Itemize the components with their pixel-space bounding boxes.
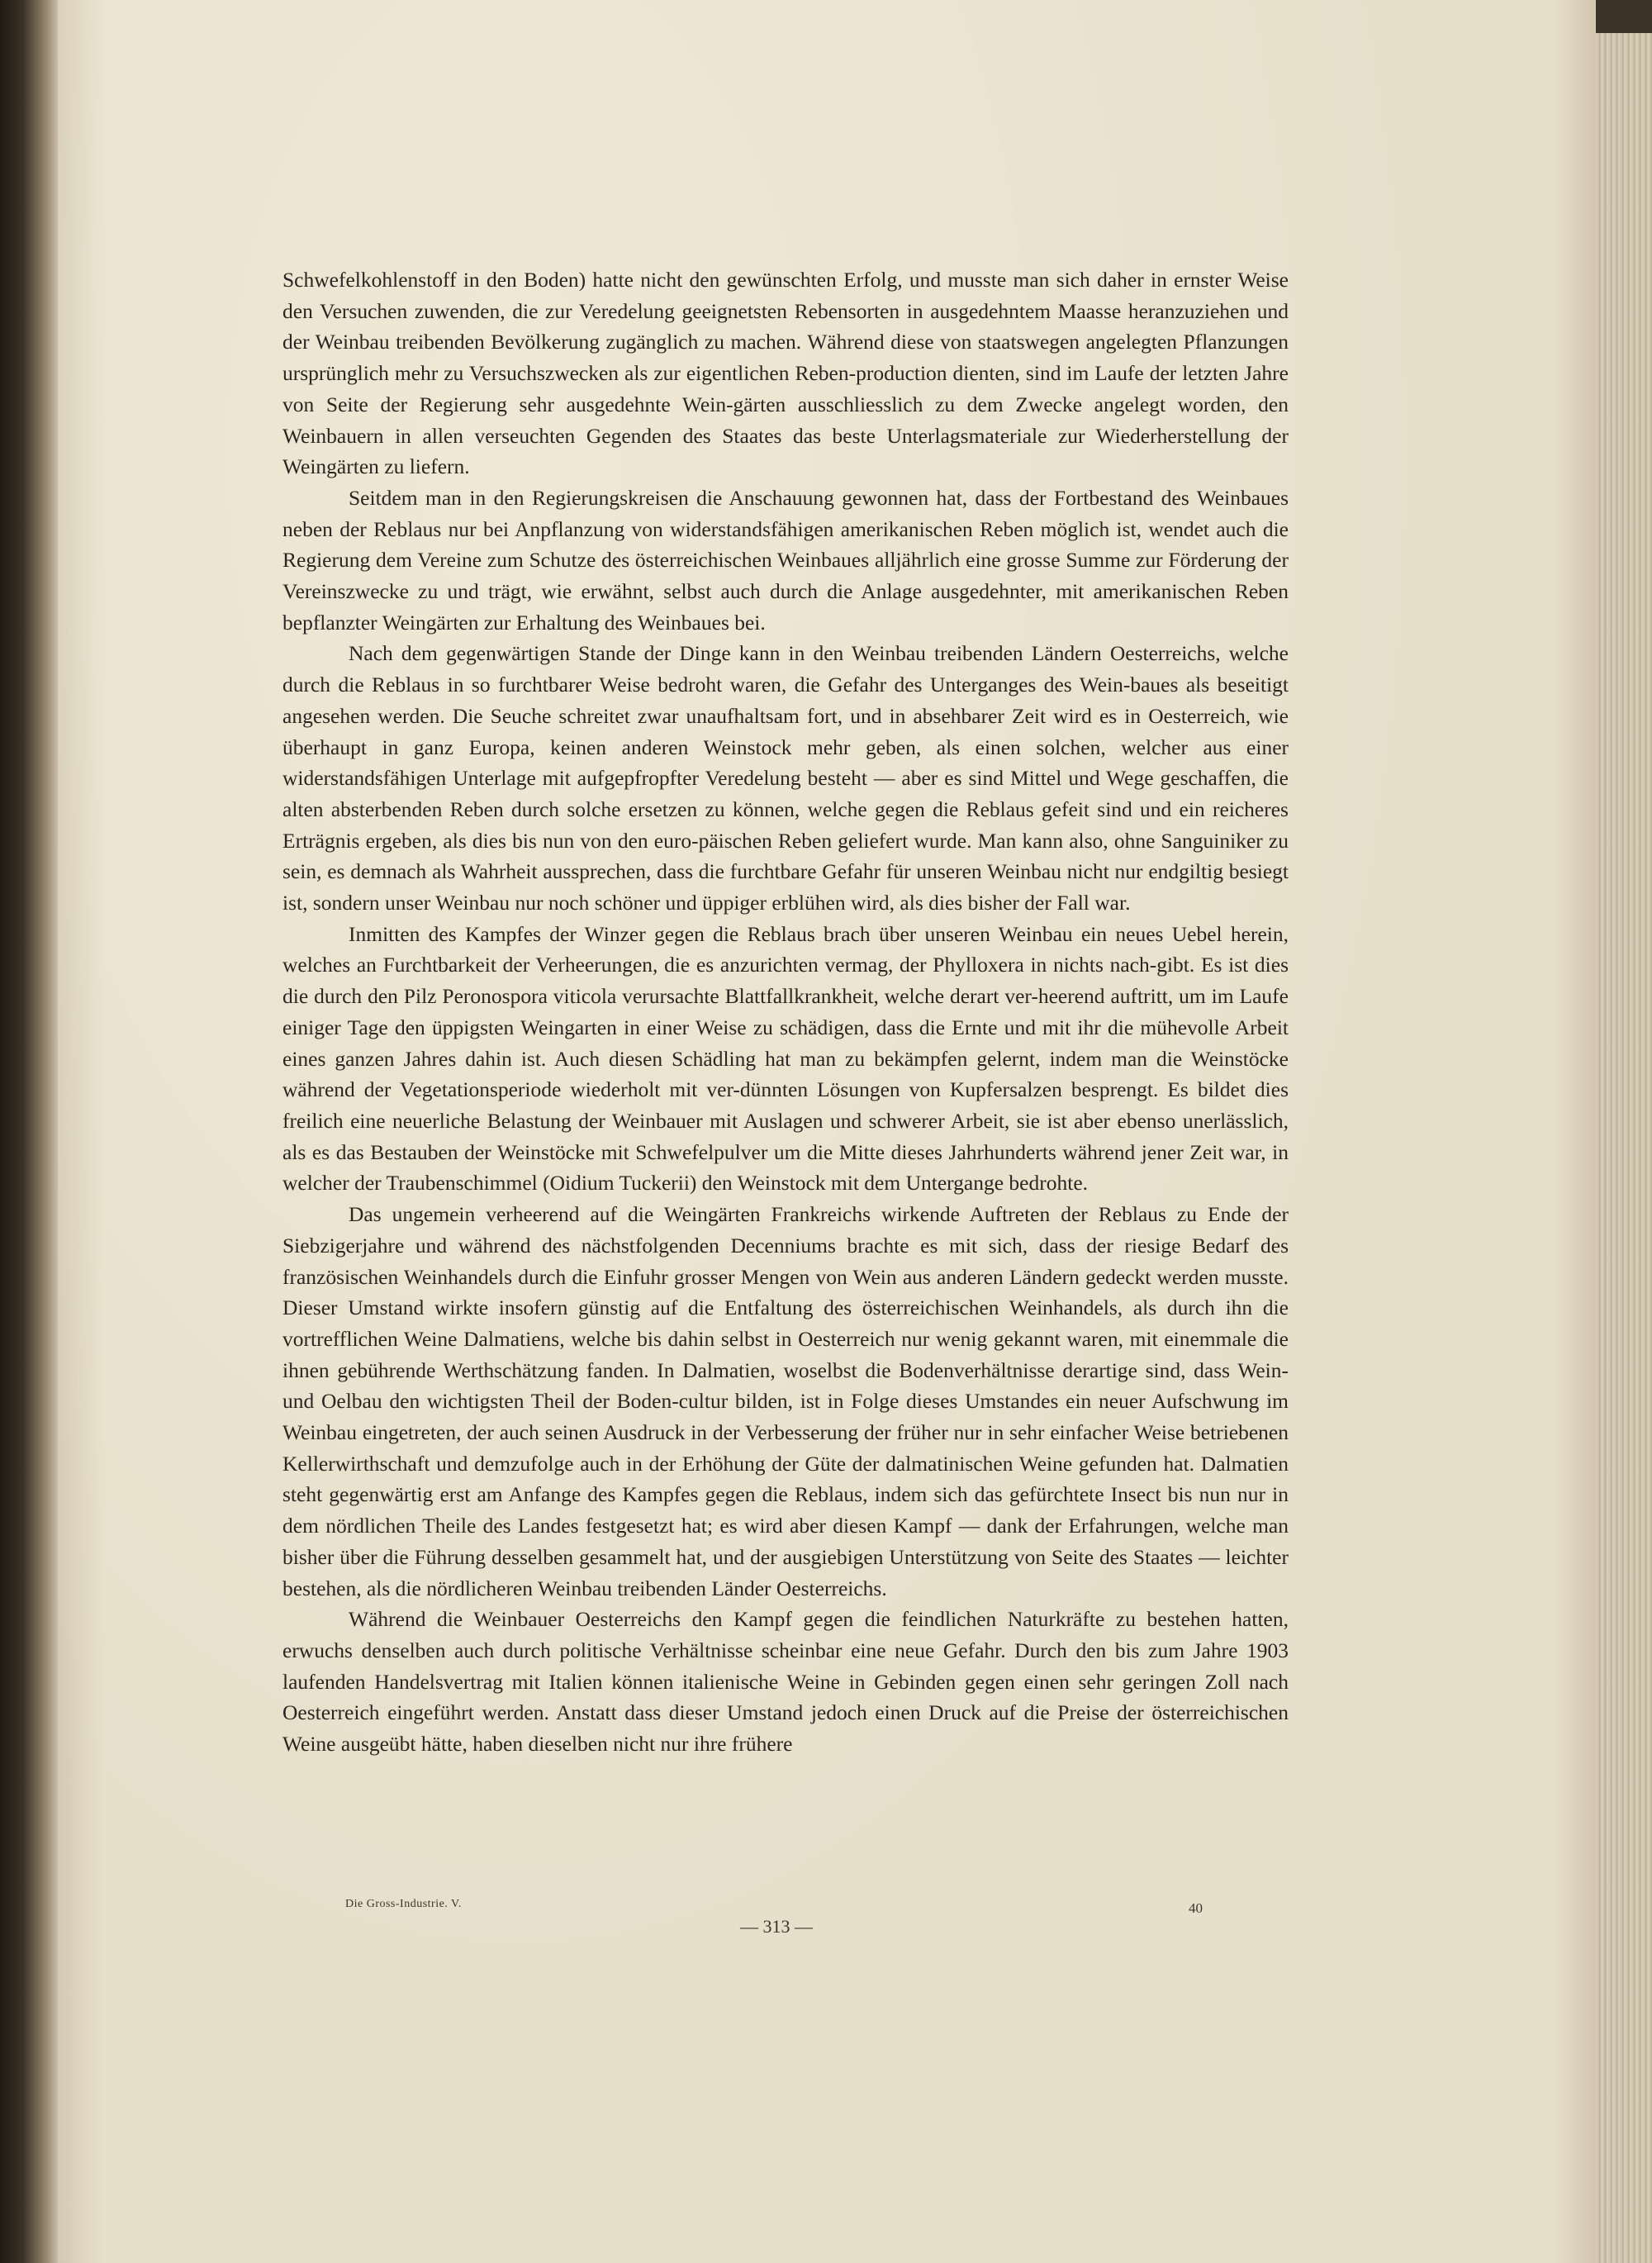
paragraph-5: Das ungemein verheerend auf die Weingärten Frankreichs wirkende Auftreten der Reblaus zu Ende der Siebzigerjahre und während des nächstfolgenden Decenniums brachte es mit sich, dass der riesige Bedarf des französischen Weinhandels durch die Einfuhr grosser Mengen von Wein aus anderen Ländern gedeckt werden musste. Dieser Umstand wirkte insofern günstig auf die Entfaltung des österreichischen Weinhandels, als durch ihn die vortrefflichen Weine Dalmatiens, welche bis dahin selbst in Oesterreich nur wenig gekannt waren, mit einemmale die ihnen gebührende Werthschätzung fanden. In Dalmatien, woselbst die Bodenverhältnisse derartige sind, dass Wein- und Oelbau den wichtigsten Theil der Boden-cultur bilden, ist in Folge dieses Umstandes ein neuer Aufschwung im Weinbau eingetreten, der auch seinen Ausdruck in der Verbesserung der früher nur in sehr einfacher Weise betriebenen Kellerwirthschaft und demzufolge auch in der Erhöhung der Güte der dalmatinischen Weine gefunden hat. Dalmatien steht gegenwärtig erst am Anfange des Kampfes gegen die Reblaus, indem sich das gefürchtete Insect bis nun nur in dem nördlichen Theile des Landes festgesetzt hat; es wird aber diesen Kampf — dank der Erfahrungen, welche man bisher über die Führung desselben gesammelt hat, und der ausgiebigen Unterstützung von Seite des Staates — leichter bestehen, als die nördlicheren Weinbau treibenden Länder Oesterreichs.: [282, 1202, 1289, 1600]
paragraph-6: Während die Weinbauer Oesterreichs den Kampf gegen die feindlichen Naturkräfte zu bestehen hatten, erwuchs denselben auch durch politische Verhältnisse scheinbar eine neue Gefahr. Durch den bis zum Jahre 1903 laufenden Handelsvertrag mit Italien können italienische Weine in Gebinden gegen einen sehr geringen Zoll nach Oesterreich eingeführt werden. Anstatt dass dieser Umstand jedoch einen Druck auf die Preise der österreichischen Weine ausgeübt hätte, haben dieselben nicht nur ihre frühere: [282, 1607, 1289, 1757]
paragraph-2: Seitdem man in den Regierungskreisen die Anschauung gewonnen hat, dass der Fortbestand des Weinbaues neben der Reblaus nur bei Anpflanzung von widerstandsfähigen amerikanischen Reben möglich ist, wendet auch die Regierung dem Vereine zum Schutze des österreichischen Weinbaues alljährlich eine grosse Summe zur Förderung der Vereinszwecke zu und trägt, wie erwähnt, selbst auch durch die Anlage ausgedehnter, mit amerikanischen Reben bepflanzter Weingärten zur Erhaltung des Weinbaues bei.: [282, 485, 1289, 635]
paragraph-4: Inmitten des Kampfes der Winzer gegen die Reblaus brach über unseren Weinbau ein neues Uebel herein, welches an Furchtbarkeit der Verheerungen, die es anzurichten vermag, der Phylloxera in nichts nach-gibt. Es ist dies die durch den Pilz Peronospora viticola verursachte Blattfallkrankheit, welche derart ver-heerend auftritt, um im Laufe einiger Tage den üppigsten Weingarten in einer Weise zu schädigen, dass die Ernte und mit ihr die mühevolle Arbeit eines ganzen Jahres dahin ist. Auch diesen Schädling hat man zu bekämpfen gelernt, indem man die Weinstöcke während der Vegetationsperiode wiederholt mit ver-dünnten Lösungen von Kupfersalzen besprengt. Es bildet dies freilich eine neuerliche Belastung der Weinbauer mit Auslagen und schwerer Arbeit, sie ist aber ebenso unerlässlich, als es das Bestauben der Weinstöcke mit Schwefelpulver um die Mitte dieses Jahrhunderts während jener Zeit war, in welcher der Traubenschimmel (Oidium Tuckerii) den Weinstock mit dem Untergange bedrohte.: [282, 921, 1289, 1196]
paragraph-3: Nach dem gegenwärtigen Stande der Dinge kann in den Weinbau treibenden Ländern Oesterreichs, welche durch die Reblaus in so furchtbarer Weise bedroht waren, die Gefahr des Unterganges des Wein-baues als beseitigt angesehen werden. Die Seuche schreitet zwar unaufhaltsam fort, und in absehbarer Zeit wird es in Oesterreich, wie überhaupt in ganz Europa, keinen anderen Weinstock mehr geben, als einen solchen, welcher aus einer widerstandsfähigen Unterlage mit aufgepfropfter Veredelung besteht — aber es sind Mittel und Wege geschaffen, die alten absterbenden Reben durch solche ersetzen zu können, welche gegen die Reblaus gefeit sind und ein reicheres Erträgnis ergeben, als dies bis nun von den euro-päischen Reben geliefert wurde. Man kann also, ohne Sanguiniker zu sein, es demnach als Wahrheit aussprechen, dass die furchtbare Gefahr für unseren Weinbau nicht nur endgiltig besiegt ist, sondern unser Weinbau nur noch schöner und üppiger erblühen wird, als dies bisher der Fall war.: [282, 641, 1289, 915]
paragraph-1: Schwefelkohlenstoff in den Boden) hatte nicht den gewünschten Erfolg, und musste man sich daher in ernster Weise den Versuchen zuwenden, die zur Veredelung geeignetsten Rebensorten in ausgedehntem Maasse heranzuziehen und der Weinbau treibenden Bevölkerung zugänglich zu machen. Während diese von staatswegen angelegten Pflanzungen ursprünglich mehr zu Versuchszwecken als zur eigentlichen Reben-production dienten, sind im Laufe der letzten Jahre von Seite der Regierung sehr ausgedehnte Wein-gärten ausschliesslich zu dem Zwecke angelegt worden, den Weinbauern in allen verseuchten Gegenden des Staates das beste Unterlagsmateriale zur Wiederherstellung der Weingärten zu liefern.: [282, 268, 1289, 479]
book-edge-top: [1596, 0, 1652, 33]
page-edges: [1596, 33, 1652, 2263]
footer-publication: Die Gross-Industrie. V.: [345, 1898, 462, 1910]
footer-signature-mark: 40: [1189, 1900, 1203, 1916]
page-number: — 313 —: [740, 1916, 813, 1937]
book-gutter: [0, 0, 58, 2263]
body-text: [282, 264, 1289, 1760]
